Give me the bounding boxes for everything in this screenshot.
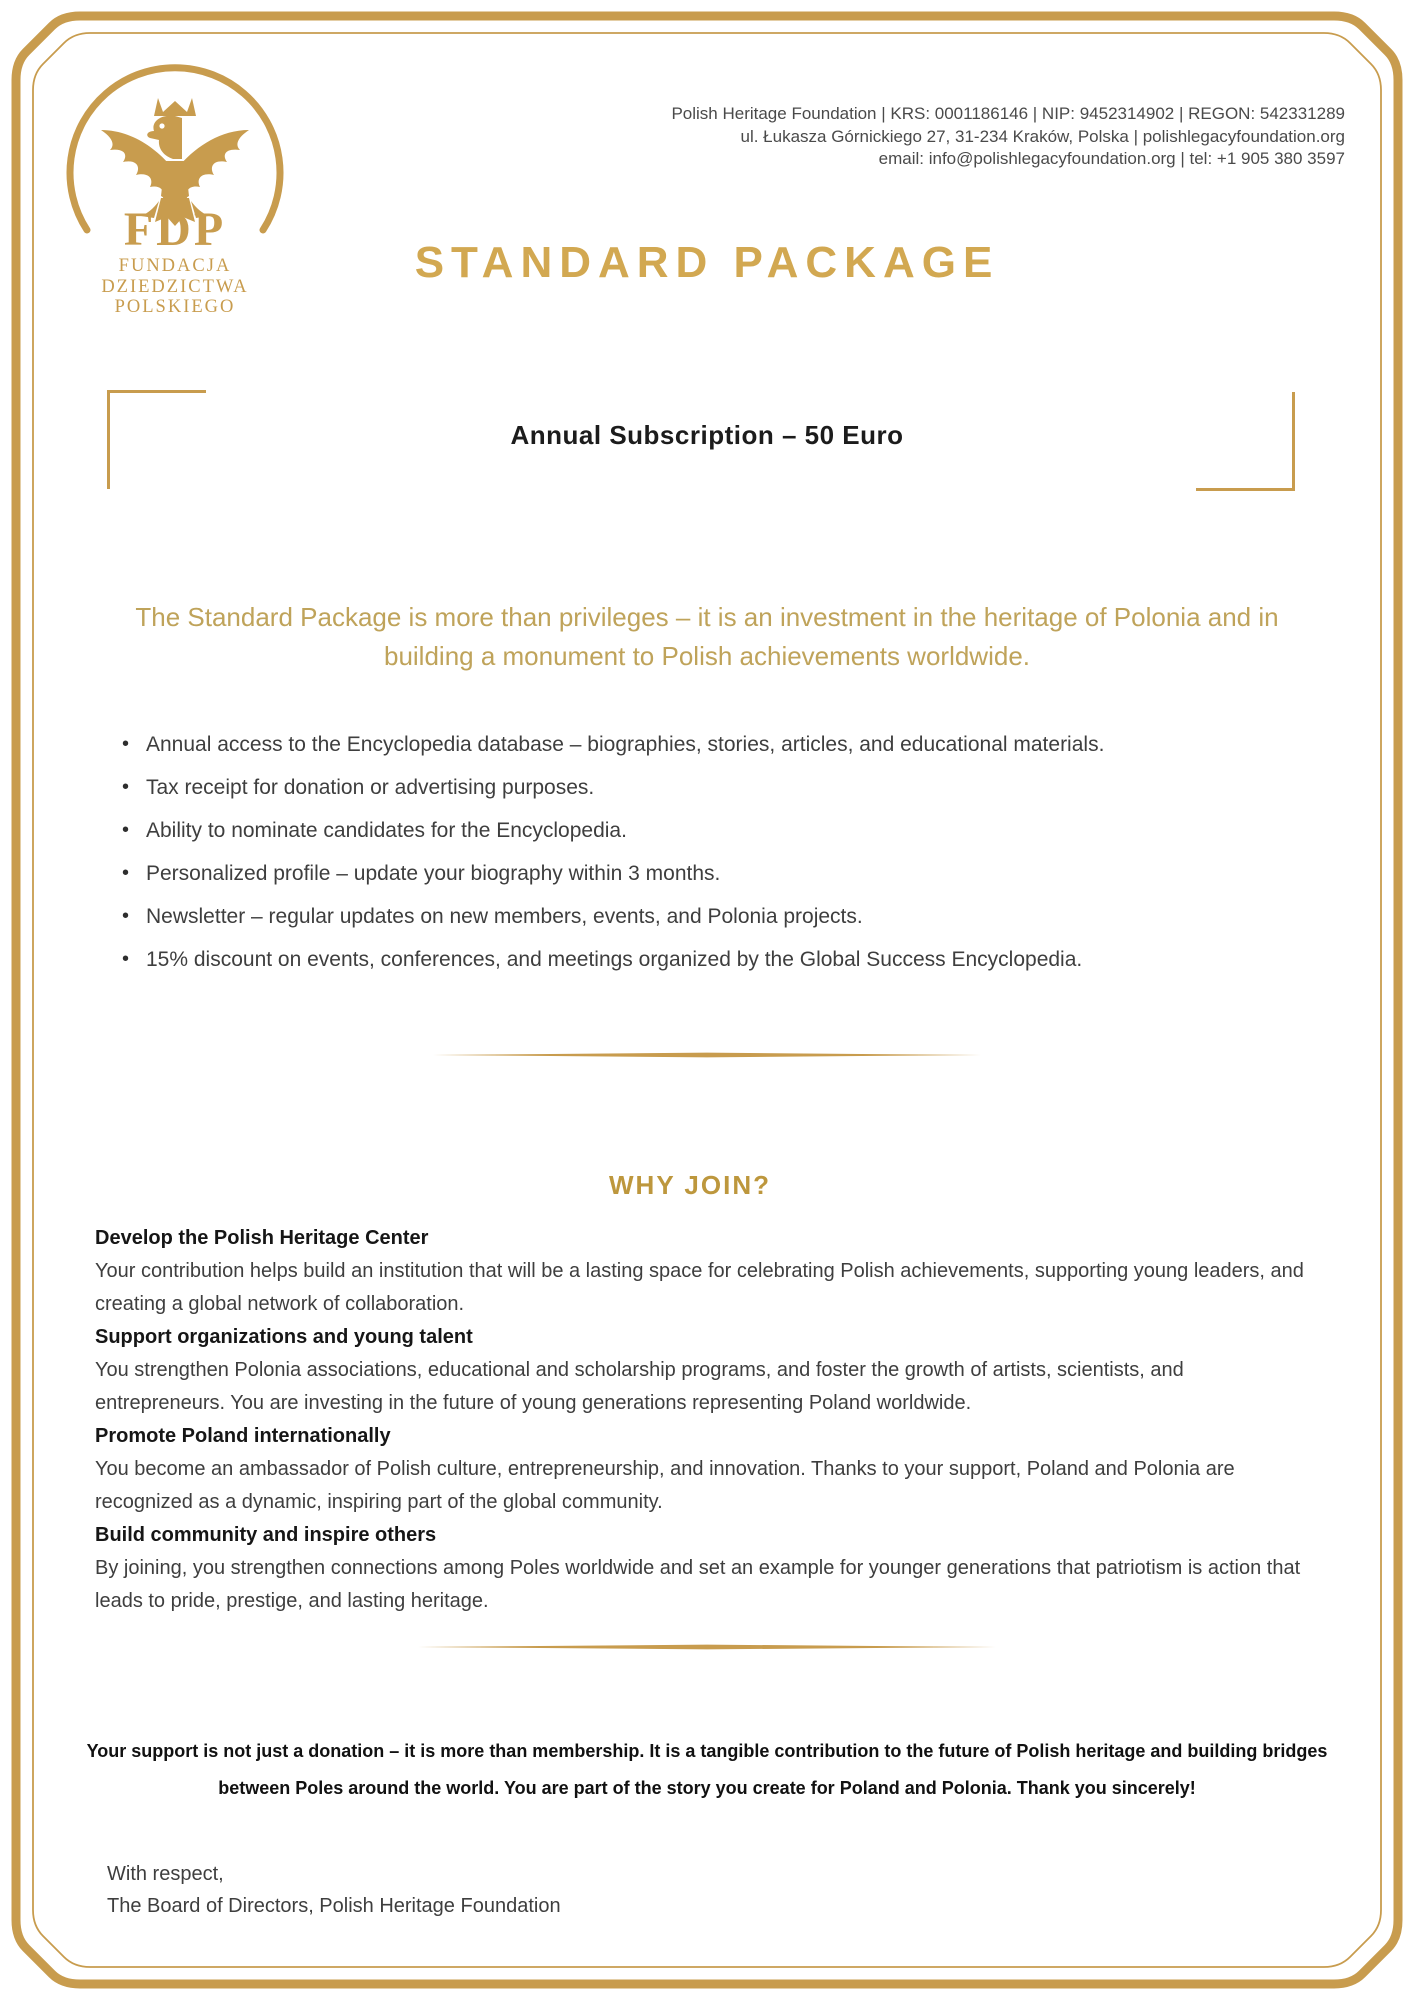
section-body: By joining, you strengthen connections among Poles worldwide and set an example for younger generations that patriotism is action that leads to pride, prestige, and lasting heritage. — [95, 1557, 1301, 1612]
logo-monogram: FDP — [123, 203, 227, 256]
page-title: STANDARD PACKAGE — [414, 238, 1000, 287]
closing-paragraph: Your support is not just a donation – it is more than membership. It is a tangible contribution to the future of Polish heritage and building bridges between Poles around the world. You are part of the story you create for Poland and Polonia. Thank you sincerely! — [86, 1741, 1328, 1798]
benefits-list — [146, 730, 1336, 988]
section-title: Develop the Polish Heritage Center — [95, 1227, 429, 1249]
why-join-section — [95, 1420, 1310, 1519]
intro-paragraph: The Standard Package is more than privileges – it is an investment in the heritage of Polonia and in building a monument to Polish achievements worldwide. — [135, 602, 1279, 671]
contact-info — [671, 103, 1345, 171]
section-title: Build community and inspire others — [95, 1524, 437, 1546]
section-body: You strengthen Polonia associations, educational and scholarship programs, and foster the growth of artists, scientists, and entrepreneurs. You are investing in the future of young generations representing Poland worldwide. — [95, 1359, 1184, 1414]
why-join-section — [95, 1222, 1310, 1321]
contact-line-registry: Polish Heritage Foundation | KRS: 0001186146 | NIP: 9452314902 | REGON: 542331289 — [671, 104, 1345, 123]
section-divider — [433, 1052, 981, 1058]
why-join-heading: WHY JOIN? — [609, 1170, 771, 1200]
why-join-section — [95, 1321, 1310, 1420]
signature-line: With respect, — [107, 1863, 224, 1885]
contact-line-email-phone: email: info@polishlegacyfoundation.org | tel: +1 905 380 3597 — [878, 149, 1345, 168]
contact-line-address: ul. Łukasza Górnickiego 27, 31-234 Kraków, Polska | polishlegacyfoundation.org — [740, 126, 1345, 146]
logo-org-line: DZIEDZICTWA — [101, 276, 249, 297]
section-title: Promote Poland internationally — [95, 1425, 391, 1447]
benefit-item: • Annual access to the Encyclopedia database – biographies, stories, articles, and educational materials. — [146, 730, 1336, 759]
section-body: Your contribution helps build an institution that will be a lasting space for celebrating Polish achievements, supporting young leaders, and creating a global network of collaboration. — [95, 1260, 1304, 1315]
subscription-subtitle: Annual Subscription – 50 Euro — [510, 420, 904, 450]
signature-block — [107, 1858, 561, 1922]
benefit-item: • Newsletter – regular updates on new members, events, and Polonia projects. — [146, 902, 1336, 931]
benefit-item: • 15% discount on events, conferences, and meetings organized by the Global Success Encyclopedia. — [146, 945, 1336, 974]
logo-org-line: POLSKIEGO — [114, 297, 236, 317]
why-join-content — [95, 1222, 1310, 1618]
benefit-item: • Ability to nominate candidates for the Encyclopedia. — [146, 816, 1336, 845]
signature-line: The Board of Directors, Polish Heritage Foundation — [107, 1895, 561, 1917]
section-body: You become an ambassador of Polish culture, entrepreneurship, and innovation. Thanks to your support, Poland and Polonia are recognized as a dynamic, inspiring part of the global community. — [95, 1458, 1235, 1513]
why-join-section — [95, 1519, 1310, 1618]
section-title: Support organizations and young talent — [95, 1326, 473, 1348]
section-divider — [418, 1644, 996, 1650]
logo-org-line: FUNDACJA — [118, 256, 232, 276]
benefit-item: • Tax receipt for donation or advertising purposes. — [146, 773, 1336, 802]
benefit-item: • Personalized profile – update your biography within 3 months. — [146, 859, 1336, 888]
